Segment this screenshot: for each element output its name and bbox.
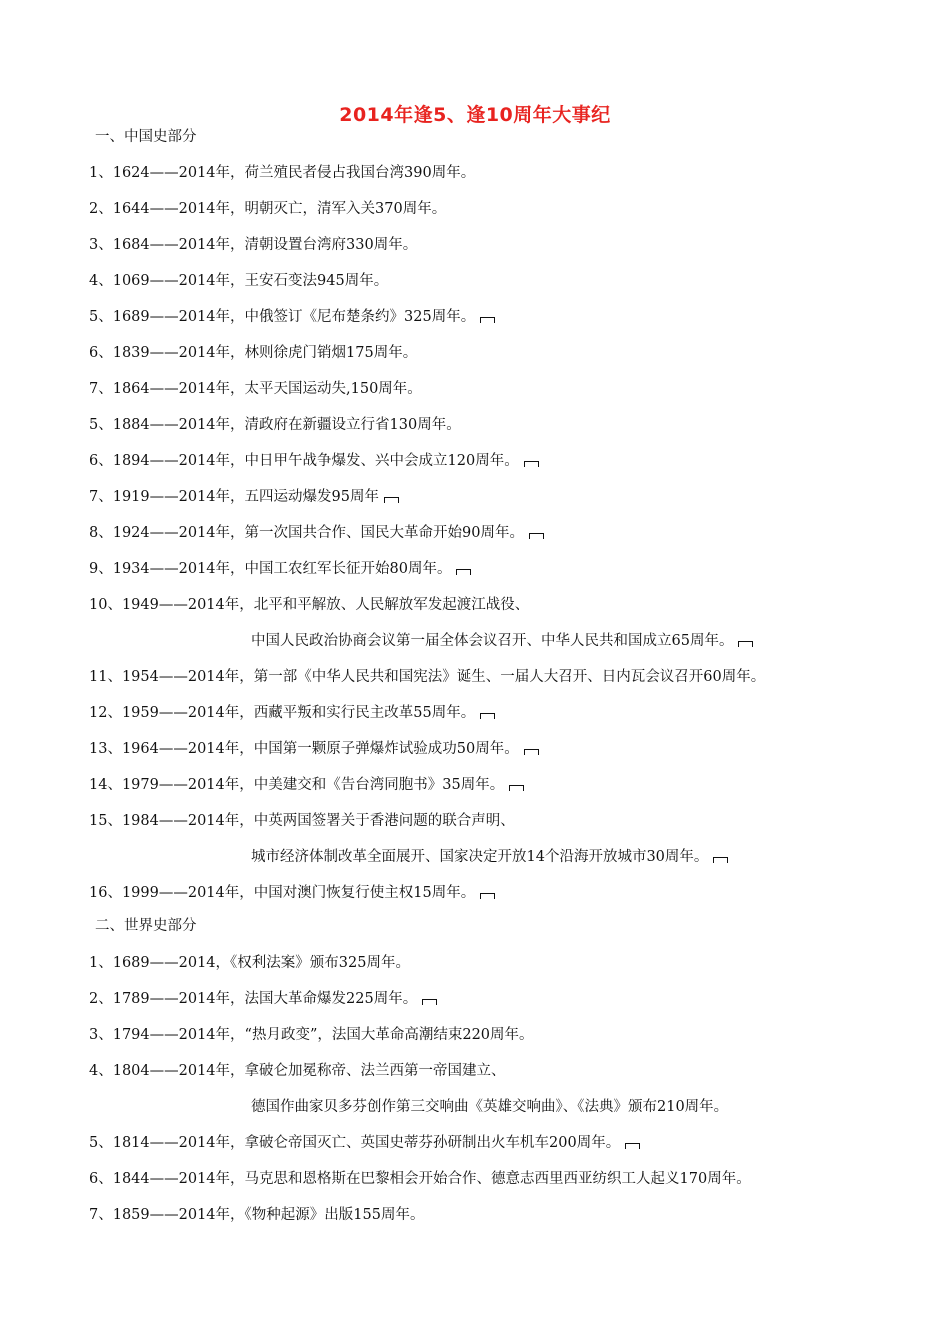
china-event-line (251, 631, 753, 651)
section-heading-china: 一、中国史部分 (95, 129, 197, 145)
event-text: 5、1884——2014年，清政府在新疆设立行省130周年。 (89, 417, 461, 433)
world-event-line (89, 1025, 534, 1045)
event-text: 1、1689——2014，《权利法案》颁布325周年。 (89, 955, 410, 971)
china-event-line (89, 559, 471, 579)
china-event-line (89, 199, 446, 219)
page-title: 2014年逢5、逢10周年大事纪 (339, 104, 611, 126)
event-text: 4、1069——2014年，王安石变法945周年。 (89, 273, 389, 289)
china-event-line (89, 703, 495, 723)
china-event-line (89, 235, 417, 255)
edit-mark-icon (524, 749, 539, 755)
china-event-line (89, 307, 495, 327)
event-text: 7、1859——2014年，《物种起源》出版155周年。 (89, 1207, 425, 1223)
edit-mark-icon (422, 999, 437, 1005)
event-text: 11、1954——2014年，第一部《中华人民共和国宪法》诞生、一届人大召开、日内瓦会议召开60周年。 (89, 669, 766, 685)
edit-mark-icon (480, 317, 495, 323)
event-text: 1、1624——2014年，荷兰殖民者侵占我国台湾390周年。 (89, 165, 476, 181)
world-event-line (89, 1205, 424, 1225)
event-text: 2、1789——2014年，法国大革命爆发225周年。 (89, 991, 418, 1007)
world-event-line (89, 1061, 506, 1081)
world-event-line (89, 1133, 640, 1153)
china-event-line (89, 775, 524, 795)
event-text: 城市经济体制改革全面展开、国家决定开放14个沿海开放城市30周年。 (251, 849, 709, 865)
event-text: 9、1934——2014年，中国工农红军长征开始80周年。 (89, 561, 452, 577)
china-event-line (251, 847, 728, 867)
event-text: 7、1919——2014年，五四运动爆发95周年 (89, 489, 379, 505)
edit-mark-icon (384, 497, 399, 503)
china-event-line (89, 811, 515, 831)
event-text: 3、1684——2014年，清朝设置台湾府330周年。 (89, 237, 418, 253)
event-text: 7、1864——2014年，太平天国运动失,150周年。 (89, 381, 422, 397)
event-text: 3、1794——2014年，“热月政变”，法国大革命高潮结束220周年。 (89, 1027, 534, 1043)
event-text: 6、1839——2014年，林则徐虎门销烟175周年。 (89, 345, 418, 361)
china-event-line (89, 523, 544, 543)
event-text: 6、1894——2014年，中日甲午战争爆发、兴中会成立120周年。 (89, 453, 519, 469)
china-event-line (89, 163, 475, 183)
world-event-line (89, 1169, 751, 1189)
world-event-line (89, 953, 410, 973)
event-text: 5、1814——2014年，拿破仑帝国灭亡、英国史蒂芬孙研制出火车机车200周年。 (89, 1135, 621, 1151)
event-text: 8、1924——2014年，第一次国共合作、国民大革命开始90周年。 (89, 525, 524, 541)
china-event-line (89, 667, 765, 687)
event-text: 德国作曲家贝多芬创作第三交响曲《英雄交响曲》、《法典》颁布210周年。 (251, 1099, 729, 1115)
edit-mark-icon (480, 713, 495, 719)
edit-mark-icon (480, 893, 495, 899)
china-event-line (89, 883, 495, 903)
china-event-line (89, 271, 388, 291)
edit-mark-icon (509, 785, 524, 791)
china-event-line (89, 379, 422, 399)
event-text: 15、1984——2014年，中英两国签署关于香港问题的联合声明、 (89, 813, 515, 829)
china-event-line (89, 487, 399, 507)
china-event-line (89, 343, 417, 363)
edit-mark-icon (713, 857, 728, 863)
china-event-line (89, 739, 539, 759)
edit-mark-icon (625, 1143, 640, 1149)
edit-mark-icon (524, 461, 539, 467)
event-text: 4、1804——2014年，拿破仑加冕称帝、法兰西第一帝国建立、 (89, 1063, 506, 1079)
event-text: 16、1999——2014年，中国对澳门恢复行使主权15周年。 (89, 885, 476, 901)
edit-mark-icon (738, 641, 753, 647)
world-event-line (89, 989, 437, 1009)
edit-mark-icon (529, 533, 544, 539)
event-text: 6、1844——2014年，马克思和恩格斯在巴黎相会开始合作、德意志西里西亚纺织工人起义170周年。 (89, 1171, 751, 1187)
world-event-line (251, 1097, 728, 1117)
event-text: 14、1979——2014年，中美建交和《告台湾同胞书》35周年。 (89, 777, 505, 793)
event-text: 2、1644——2014年，明朝灭亡，清军入关370周年。 (89, 201, 447, 217)
china-event-line (89, 451, 539, 471)
event-text: 13、1964——2014年，中国第一颗原子弹爆炸试验成功50周年。 (89, 741, 519, 757)
event-text: 5、1689——2014年，中俄签订《尼布楚条约》325周年。 (89, 309, 476, 325)
china-event-line (89, 415, 461, 435)
event-text: 中国人民政治协商会议第一届全体会议召开、中华人民共和国成立65周年。 (251, 633, 734, 649)
section-heading-world: 二、世界史部分 (95, 918, 197, 934)
event-text: 10、1949——2014年，北平和平解放、人民解放军发起渡江战役、 (89, 597, 530, 613)
event-text: 12、1959——2014年，西藏平叛和实行民主改革55周年。 (89, 705, 476, 721)
edit-mark-icon (456, 569, 471, 575)
china-event-line (89, 595, 529, 615)
